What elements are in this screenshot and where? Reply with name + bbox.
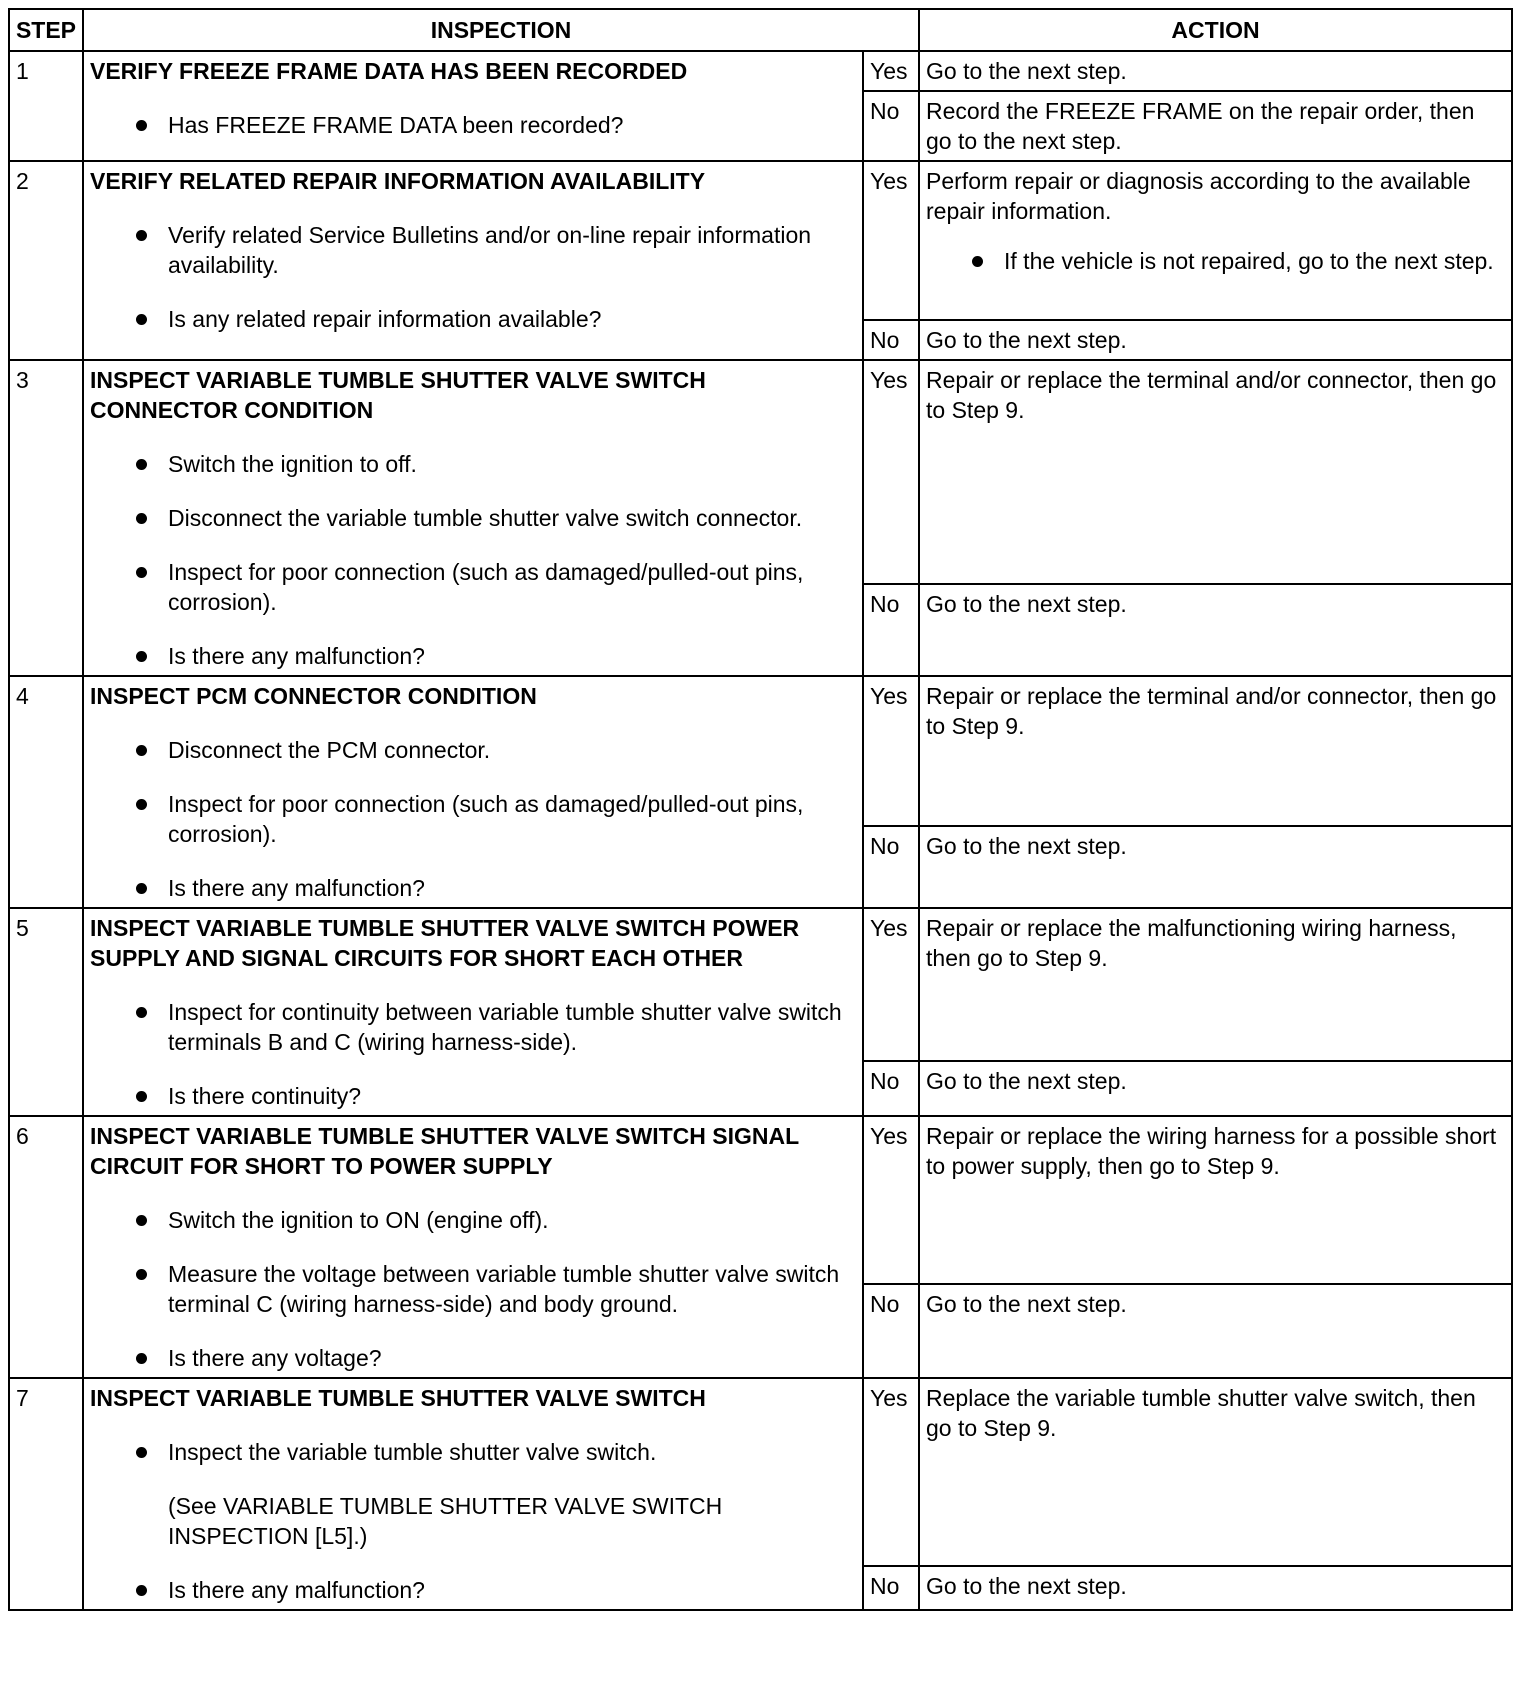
no-label: No bbox=[863, 1284, 919, 1378]
no-label: No bbox=[863, 584, 919, 676]
bullet-icon bbox=[136, 459, 147, 470]
yes-action: Repair or replace the malfunctioning wiring harness, then go to Step 9. bbox=[919, 908, 1512, 1061]
yes-label: Yes bbox=[863, 161, 919, 320]
no-action: Go to the next step. bbox=[919, 1061, 1512, 1116]
yes-label: Yes bbox=[863, 360, 919, 584]
bullet-icon bbox=[136, 314, 147, 325]
inspection-bullet: Has FREEZE FRAME DATA been recorded? bbox=[90, 110, 856, 140]
step-number: 1 bbox=[9, 51, 83, 161]
bullet-icon bbox=[136, 120, 147, 131]
bullet-icon bbox=[136, 513, 147, 524]
bullet-icon bbox=[136, 1447, 147, 1458]
step-5-yes-row bbox=[9, 908, 1512, 1061]
yes-action-text: Perform repair or diagnosis according to the available repair information. bbox=[926, 168, 1471, 224]
no-action: Go to the next step. bbox=[919, 584, 1512, 676]
bullet-icon bbox=[136, 567, 147, 578]
inspection-bullet: Inspect for continuity between variable tumble shutter valve switch terminals B and C (wiring harness-side). bbox=[90, 997, 856, 1057]
inspection-cell bbox=[83, 1116, 863, 1378]
step-number: 4 bbox=[9, 676, 83, 908]
inspection-cell bbox=[83, 908, 863, 1116]
inspection-bullet: Is there any voltage? bbox=[90, 1343, 856, 1373]
step-4-yes-row bbox=[9, 676, 1512, 826]
action-bullet: If the vehicle is not repaired, go to the next step. bbox=[926, 246, 1505, 276]
yes-action: Go to the next step. bbox=[919, 51, 1512, 91]
bullet-icon bbox=[136, 1007, 147, 1018]
step-7-yes-row bbox=[9, 1378, 1512, 1566]
header-inspection: INSPECTION bbox=[83, 9, 919, 51]
step-title: INSPECT VARIABLE TUMBLE SHUTTER VALVE SWITCH CONNECTOR CONDITION bbox=[90, 367, 706, 423]
bullet-icon bbox=[972, 256, 983, 267]
yes-label: Yes bbox=[863, 1116, 919, 1284]
inspection-cell bbox=[83, 360, 863, 676]
inspection-bullet: Is there any malfunction? bbox=[90, 1575, 856, 1605]
yes-action: Repair or replace the terminal and/or connector, then go to Step 9. bbox=[919, 676, 1512, 826]
no-action: Go to the next step. bbox=[919, 1284, 1512, 1378]
inspection-bullet: Is there any malfunction? bbox=[90, 641, 856, 671]
bullet-icon bbox=[136, 745, 147, 756]
step-1-yes-row bbox=[9, 51, 1512, 91]
bullet-icon bbox=[136, 651, 147, 662]
header-row bbox=[9, 9, 1512, 51]
bullet-icon bbox=[136, 1091, 147, 1102]
step-number: 2 bbox=[9, 161, 83, 360]
inspection-bullet: Measure the voltage between variable tumble shutter valve switch terminal C (wiring harness-side) and body ground. bbox=[90, 1259, 856, 1319]
step-3-yes-row bbox=[9, 360, 1512, 584]
no-action: Record the FREEZE FRAME on the repair order, then go to the next step. bbox=[919, 91, 1512, 161]
yes-label: Yes bbox=[863, 51, 919, 91]
inspection-bullet: Disconnect the variable tumble shutter valve switch connector. bbox=[90, 503, 856, 533]
inspection-bullet: Inspect for poor connection (such as damaged/pulled-out pins, corrosion). bbox=[90, 789, 856, 849]
yes-action: Replace the variable tumble shutter valve switch, then go to Step 9. bbox=[919, 1378, 1512, 1566]
step-title: INSPECT VARIABLE TUMBLE SHUTTER VALVE SWITCH POWER SUPPLY AND SIGNAL CIRCUITS FOR SHORT EACH OTHER bbox=[90, 915, 800, 971]
inspection-cell bbox=[83, 161, 863, 360]
bullet-icon bbox=[136, 230, 147, 241]
inspection-bullet: Inspect the variable tumble shutter valve switch. bbox=[90, 1437, 856, 1467]
inspection-bullet: Inspect for poor connection (such as damaged/pulled-out pins, corrosion). bbox=[90, 557, 856, 617]
bullet-icon bbox=[136, 1269, 147, 1280]
no-label: No bbox=[863, 91, 919, 161]
step-title: VERIFY FREEZE FRAME DATA HAS BEEN RECORDED bbox=[90, 58, 688, 84]
inspection-bullet: Verify related Service Bulletins and/or on-line repair information availability. bbox=[90, 220, 856, 280]
step-title: INSPECT PCM CONNECTOR CONDITION bbox=[90, 683, 537, 709]
yes-action: Repair or replace the terminal and/or connector, then go to Step 9. bbox=[919, 360, 1512, 584]
yes-label: Yes bbox=[863, 1378, 919, 1566]
step-title: INSPECT VARIABLE TUMBLE SHUTTER VALVE SWITCH SIGNAL CIRCUIT FOR SHORT TO POWER SUPPLY bbox=[90, 1123, 799, 1179]
no-label: No bbox=[863, 826, 919, 908]
no-label: No bbox=[863, 1061, 919, 1116]
yes-action bbox=[919, 161, 1512, 320]
inspection-bullet: Disconnect the PCM connector. bbox=[90, 735, 856, 765]
no-action: Go to the next step. bbox=[919, 320, 1512, 360]
step-number: 6 bbox=[9, 1116, 83, 1378]
no-action: Go to the next step. bbox=[919, 1566, 1512, 1610]
no-action: Go to the next step. bbox=[919, 826, 1512, 908]
inspection-bullet: Is there continuity? bbox=[90, 1081, 856, 1111]
step-2-yes-row bbox=[9, 161, 1512, 320]
inspection-cell bbox=[83, 51, 863, 161]
bullet-icon bbox=[136, 1353, 147, 1364]
yes-label: Yes bbox=[863, 676, 919, 826]
step-title: VERIFY RELATED REPAIR INFORMATION AVAILABILITY bbox=[90, 168, 706, 194]
yes-action: Repair or replace the wiring harness for a possible short to power supply, then go to Step 9. bbox=[919, 1116, 1512, 1284]
bullet-icon bbox=[136, 883, 147, 894]
step-title: INSPECT VARIABLE TUMBLE SHUTTER VALVE SWITCH bbox=[90, 1385, 706, 1411]
bullet-icon bbox=[136, 1215, 147, 1226]
diagnostic-table bbox=[8, 8, 1513, 1611]
step-number: 3 bbox=[9, 360, 83, 676]
step-number: 7 bbox=[9, 1378, 83, 1610]
bullet-icon bbox=[136, 1585, 147, 1596]
yes-label: Yes bbox=[863, 908, 919, 1061]
inspection-cell bbox=[83, 1378, 863, 1610]
inspection-cell bbox=[83, 676, 863, 908]
no-label: No bbox=[863, 320, 919, 360]
bullet-icon bbox=[136, 799, 147, 810]
inspection-bullet: Switch the ignition to off. bbox=[90, 449, 856, 479]
no-label: No bbox=[863, 1566, 919, 1610]
inspection-bullet: Is any related repair information available? bbox=[90, 304, 856, 334]
inspection-bullet: Is there any malfunction? bbox=[90, 873, 856, 903]
step-6-yes-row bbox=[9, 1116, 1512, 1284]
inspection-bullet: Switch the ignition to ON (engine off). bbox=[90, 1205, 856, 1235]
step-number: 5 bbox=[9, 908, 83, 1116]
inspection-note: (See VARIABLE TUMBLE SHUTTER VALVE SWITCH INSPECTION [L5].) bbox=[168, 1493, 723, 1549]
header-action: ACTION bbox=[919, 9, 1512, 51]
header-step: STEP bbox=[9, 9, 83, 51]
